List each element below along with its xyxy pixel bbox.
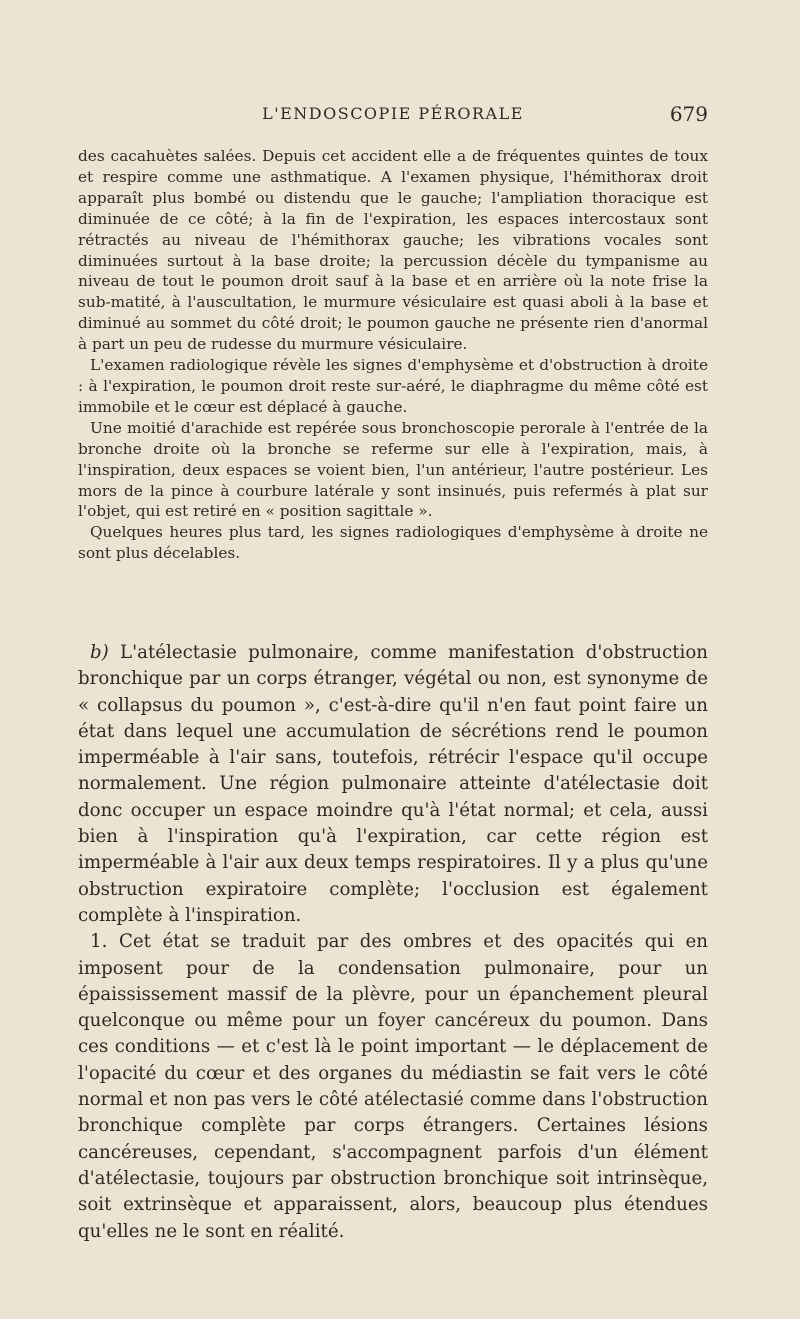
page-header [78,104,708,130]
section-b-point-1: 1. Cet état se traduit par des ombres et des opacités qui en imposent pour de la condensation pulmonaire, pour un épaississement massif de la plèvre, pour un épanchement pleural quelconque ou même pour un foyer cancéreux du poumon. Dans ces conditions — et c'est là le point important — le déplacement de l'opacité du cœur et des organes du médiastin se fait vers le côté normal et non pas vers le côté atélectasié comme dans l'obstruction bronchique complète par corps étrangers. Certaines lésions cancéreuses, cependant, s'accompagnent parfois d'un élément d'atélectasie, toujours par obstruction bronchique soit intrinsèque, soit extrinsèque et apparaissent, alors, beaucoup plus étendues qu'elles ne le sont en réalité. [78,931,708,1242]
page-number: 679 [669,102,708,126]
case-paragraph-examination: des cacahuètes salées. Depuis cet accident elle a de fréquentes quintes de toux et respire comme une asthmatique. A l'examen physique, l'hémithorax droit apparaît plus bombé ou distendu que le gauche; l'ampliation thoracique est diminuée de ce côté; à la fin de l'expiration, les espaces intercostaux sont rétractés au niveau de l'hémithorax gauche; les vibrations vocales sont diminuées surtout à la base droite; la percussion décèle du tympanisme au niveau de tout le poumon droit sauf à la base et en arrière où la note frise la sub-matité, à l'auscultation, le murmure vésiculaire est quasi aboli à la base et diminué au sommet du côté droit; le poumon gauche ne présente rien d'anormal à part un peu de rudesse du murmure vésiculaire. [78,147,708,354]
section-b-label: b) [90,642,109,663]
case-paragraph-bronchoscopy: Une moitié d'arachide est repérée sous bronchoscopie perorale à l'entrée de la bronche droite où la bronche se referme sur elle à l'expiration, mais, à l'inspiration, deux espaces se voient bien, l'un antérieur, l'autre postérieur. Les mors de la pince à courbure latérale y sont insinués, puis refermés à plat sur l'objet, qui est retiré en « position sagittale ». [78,418,708,521]
running-title: L'ENDOSCOPIE PÉRORALE [262,104,524,123]
section-b-paragraph [78,640,708,929]
case-paragraph-radiology: L'examen radiologique révèle les signes d'emphysème et d'obstruction à droite : à l'expiration, le poumon droit reste sur-aéré, le diaphragme du même côté est immobile et le cœur est déplacé à gauche. [78,356,708,416]
section-b-atelectasis [78,640,708,1245]
case-paragraph-outcome: Quelques heures plus tard, les signes radiologiques d'emphysème à droite ne sont plus décelables. [78,523,708,563]
case-report [78,146,708,564]
section-b-text: L'atélectasie pulmonaire, comme manifestation d'obstruction bronchique par un corps étranger, végétal ou non, est synonyme de « collapsus du poumon », c'est-à-dire qu'il n'en faut point faire un état dans lequel une accumulation de sécrétions rend le poumon imperméable à l'air sans, toutefois, rétrécir l'espace qu'il occupe normalement. Une région pulmonaire atteinte d'atélectasie doit donc occuper un espace moindre qu'à l'état normal; et cela, aussi bien à l'inspiration qu'à l'expiration, car cette région est imperméable à l'air aux deux temps respiratoires. Il y a plus qu'une obstruction expiratoire complète; l'occlusion est également complète à l'inspiration. [78,642,708,926]
